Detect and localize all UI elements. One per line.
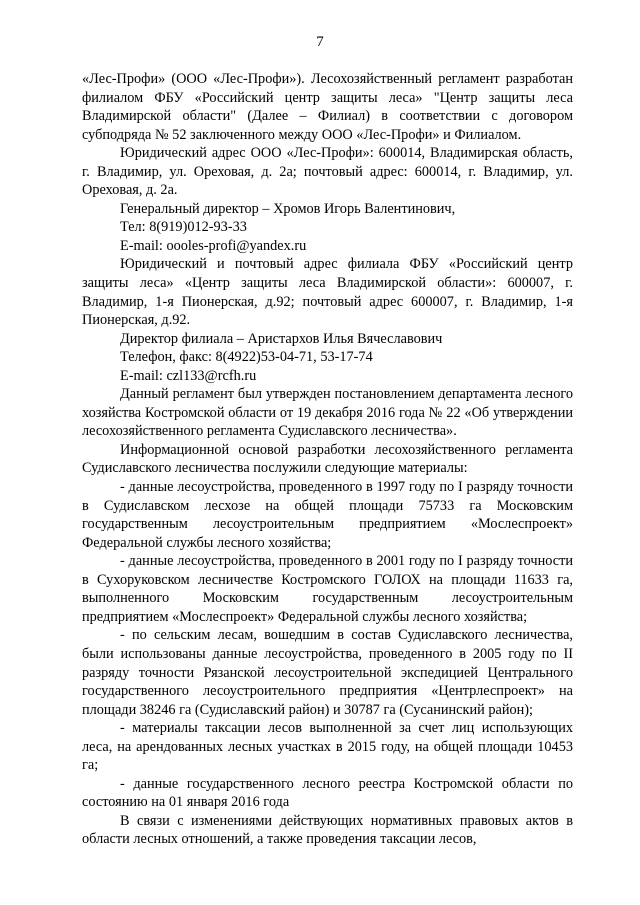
paragraph-12: - данные лесоустройства, проведенного в 1997 году по I разряду точности в Судиславском лесхозе на общей площади 75733 га Московским государственным лесоустроительным предприятием «Мослеспроект» Федеральной службы лесного хозяйства; [82, 479, 573, 551]
paragraph-13: - данные лесоустройства, проведенного в 2001 году по I разряду точности в Сухоруковском лесничестве Костромского ГОЛОХ на площади 11633 га, выполненного Московским государственным лесоустроительным предприятием «Мослеспроект» Федеральной службы лесного хозяйства; [82, 553, 573, 625]
paragraph-10: Данный регламент был утвержден постановлением департамента лесного хозяйства Костромской области от 19 декабря 2016 года № 22 «Об утверждении лесохозяйственного регламента Судиславского лесничества». [82, 386, 573, 440]
page-number: 7 [316, 34, 324, 50]
paragraph-9: E-mail: czl133@rcfh.ru [120, 367, 257, 384]
paragraph-15: - материалы таксации лесов выполненной за счет лиц использующих леса, на арендованных лесных участках в 2015 году, на общей площади 10453 га; [82, 720, 573, 774]
paragraph-11: Информационной основой разработки лесохозяйственного регламента Судиславского лесничества послужили следующие материалы: [82, 441, 573, 477]
paragraph-4: Тел: 8(919)012-93-33 [120, 219, 247, 236]
paragraph-7: Директор филиала – Аристархов Илья Вячеславович [120, 330, 443, 347]
paragraph-1: «Лес-Профи» (ООО «Лес-Профи»). Лесохозяйственный регламент разработан филиалом ФБУ «Российский центр защиты леса» "Центр защиты леса Владимирской области" (Далее – Филиал) в соответствии с договором субподряда № 52 заключенного между ООО «Лес-Профи» и Филиалом. [82, 71, 573, 143]
paragraph-6: Юридический и почтовый адрес филиала ФБУ «Российский центр защиты леса» «Центр защиты леса Владимирской области»: 600007, г. Владимир, 1-я Пионерская, д.92; почтовый адрес 600007, г. Владимир, 1-я Пионерская, д.92. [82, 256, 573, 329]
page-body-text [82, 70, 573, 849]
paragraph-8: Телефон, факс: 8(4922)53-04-71, 53-17-74 [120, 349, 373, 366]
paragraph-2: Юридический адрес ООО «Лес-Профи»: 600014, Владимирская область, г. Владимир, ул. Ореховая, д. 2а; почтовый адрес: 600014, г. Владимир, ул. Ореховая, д. 2а. [82, 145, 573, 199]
paragraph-16: - данные государственного лесного реестра Костромской области по состоянию на 01 января 2016 года [82, 775, 573, 811]
paragraph-14: - по сельским лесам, вошедшим в состав Судиславского лесничества, были использованы данные лесоустройства, проведенного в 2005 году по II разряду точности Рязанской лесоустроительной экспедицией Центрального государственного лесоустроительного предприятия «Центрлеспроект» на площади 38246 га (Судиславский район) и 30787 га (Сусанинский район); [82, 627, 573, 718]
paragraph-5: E-mail: oooles-profi@yandex.ru [120, 237, 307, 254]
paragraph-17: В связи с изменениями действующих нормативных правовых актов в области лесных отношений, а также проведения таксации лесов, [82, 812, 573, 848]
paragraph-3: Генеральный директор – Хромов Игорь Валентинович, [120, 200, 456, 217]
